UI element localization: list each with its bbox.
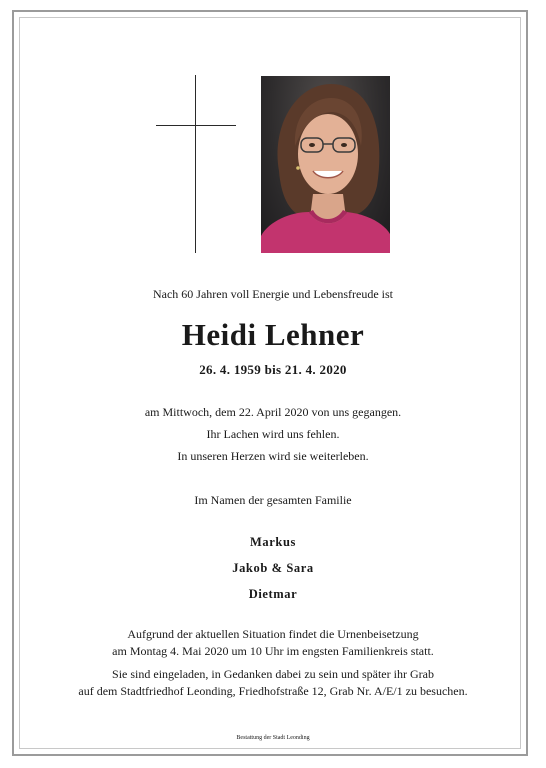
portrait-photo bbox=[261, 76, 390, 253]
life-dates: 26. 4. 1959 bis 21. 4. 2020 bbox=[199, 362, 347, 377]
cross-vertical-bar bbox=[195, 75, 196, 253]
intro-text: Nach 60 Jahren voll Energie und Lebensfreude ist bbox=[152, 287, 394, 301]
cross-horizontal-bar bbox=[156, 125, 236, 126]
notice-line-1: Aufgrund der aktuellen Situation findet die Urnenbeisetzung bbox=[127, 627, 419, 641]
deceased-name: Heidi Lehner bbox=[181, 317, 365, 352]
notice-line-4: auf dem Stadtfriedhof Leonding, Friedhofstraße 12, Grab Nr. A/E/1 zu besuchen. bbox=[78, 684, 468, 698]
family-member: Markus bbox=[250, 535, 296, 549]
notice-line-2: am Montag 4. Mai 2020 um 10 Uhr im engsten Familienkreis statt. bbox=[112, 644, 434, 658]
portrait-illustration bbox=[261, 76, 390, 253]
message-line-1: am Mittwoch, dem 22. April 2020 von uns gegangen. bbox=[144, 405, 402, 419]
family-member: Jakob & Sara bbox=[232, 561, 314, 575]
message-line-3: In unseren Herzen wird sie weiterleben. bbox=[177, 449, 369, 463]
family-intro: Im Namen der gesamten Familie bbox=[194, 493, 352, 507]
message-line-2: Ihr Lachen wird uns fehlen. bbox=[206, 427, 340, 441]
family-member: Dietmar bbox=[248, 587, 298, 601]
notice-line-3: Sie sind eingeladen, in Gedanken dabei zu sein und später ihr Grab bbox=[112, 667, 434, 681]
funeral-home-footer: Bestattung der Stadt Leonding bbox=[236, 735, 310, 741]
